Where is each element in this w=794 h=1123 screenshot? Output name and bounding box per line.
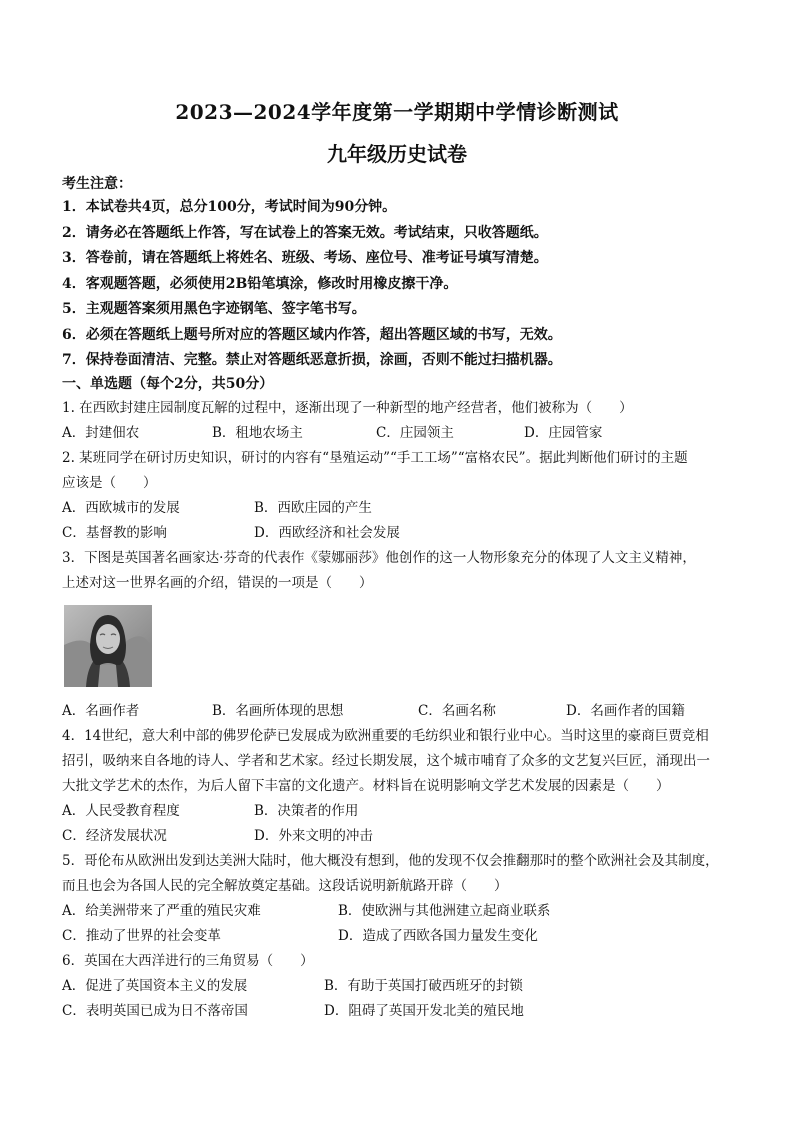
option-row — [62, 496, 752, 521]
notice-list — [62, 195, 752, 374]
option-b: B．西欧庄园的产生 — [254, 500, 372, 516]
option-d: D．西欧经济和社会发展 — [254, 525, 400, 541]
option-a: A．名画作者 — [62, 703, 140, 719]
option-a: A．西欧城市的发展 — [62, 500, 180, 516]
option-a: A．给美洲带来了严重的殖民灾难 — [62, 903, 261, 919]
option-row — [62, 824, 752, 849]
question-text: 招引，吸纳来自各地的诗人、学者和艺术家。经过长期发展，这个城市哺育了众多的文艺复兴巨匠，涌现出一 — [62, 753, 710, 769]
question-text: 而且也会为各国人民的完全解放奠定基础。这段话说明新航路开辟（ ） — [62, 878, 508, 894]
option-c: C．经济发展状况 — [62, 828, 167, 844]
question-text: 6．英国在大西洋进行的三角贸易（ ） — [62, 953, 314, 969]
question-6 — [62, 949, 752, 1024]
question-text: 大批文学艺术的杰作，为后人留下丰富的文化遗产。材料旨在说明影响文学艺术发展的因素是（ ） — [62, 778, 670, 794]
option-row — [62, 974, 752, 999]
question-text: 2. 某班同学在研讨历史知识，研讨的内容有“垦殖运动”“手工工场”“富格农民”。据此判断他们研讨的主题 — [62, 450, 688, 466]
mona-lisa-portrait-icon — [64, 605, 152, 687]
notice-item: 4．客观题答题，必须使用2B铅笔填涂，修改时用橡皮擦干净。 — [62, 275, 458, 292]
notice-heading: 考生注意： — [62, 176, 132, 192]
notice-item: 1．本试卷共4页，总分100分，考试时间为90分钟。 — [62, 199, 397, 215]
option-d: D．阻碍了英国开发北美的殖民地 — [324, 1003, 524, 1019]
option-d: D．庄园管家 — [524, 425, 603, 441]
mona-lisa-image — [64, 605, 152, 687]
question-text: 1. 在西欧封建庄园制度瓦解的过程中，逐渐出现了一种新型的地产经营者，他们被称为（ ） — [62, 400, 633, 416]
question-text: 应该是（ ） — [62, 475, 157, 491]
option-a: A．促进了英国资本主义的发展 — [62, 978, 248, 994]
option-d: D．外来文明的冲击 — [254, 828, 373, 844]
option-row — [62, 421, 752, 446]
question-text: 4．14世纪，意大利中部的佛罗伦萨已发展成为欧洲重要的毛纺织业和银行业中心。当时这里的豪商巨贾竞相 — [62, 728, 709, 744]
option-row — [62, 924, 752, 949]
question-3 — [62, 546, 752, 596]
option-a: A．人民受教育程度 — [62, 803, 180, 819]
option-c: C．名画名称 — [418, 703, 496, 719]
option-row — [62, 699, 752, 724]
option-row — [62, 899, 752, 924]
notice-item: 7．保持卷面清洁、完整。禁止对答题纸恶意折损，涂画，否则不能过扫描机器。 — [62, 352, 562, 368]
question-text: 上述对这一世界名画的介绍，错误的一项是（ ） — [62, 575, 373, 591]
notice-item: 3．答卷前，请在答题纸上将姓名、班级、考场、座位号、准考证号填写清楚。 — [62, 250, 548, 266]
option-c: C．推动了世界的社会变革 — [62, 928, 221, 944]
question-5 — [62, 849, 752, 949]
question-3-options — [62, 699, 752, 724]
option-b: B．名画所体现的思想 — [212, 703, 344, 719]
option-c: C．表明英国已成为日不落帝国 — [62, 1003, 248, 1019]
question-2 — [62, 446, 752, 546]
notice-item: 2．请务必在答题纸上作答，写在试卷上的答案无效。考试结束，只收答题纸。 — [62, 224, 548, 241]
option-row — [62, 799, 752, 824]
question-4 — [62, 724, 752, 849]
section-heading: 一、单选题（每个2分，共50分） — [62, 376, 274, 392]
option-row — [62, 521, 752, 546]
option-b: B．租地农场主 — [212, 425, 303, 441]
option-d: D．造成了西欧各国力量发生变化 — [338, 928, 538, 944]
notice-item: 6．必须在答题纸上题号所对应的答题区域内作答，超出答题区域的书写，无效。 — [62, 326, 562, 343]
option-d: D．名画作者的国籍 — [566, 703, 685, 719]
option-b: B．有助于英国打破西班牙的封锁 — [324, 978, 523, 994]
option-c: C．庄园领主 — [376, 425, 454, 441]
notice-item: 5．主观题答案须用黑色字迹钢笔、签字笔书写。 — [62, 301, 366, 317]
option-row — [62, 999, 752, 1024]
option-b: B．使欧洲与其他洲建立起商业联系 — [338, 903, 551, 919]
option-a: A．封建佃农 — [62, 425, 140, 441]
exam-title: 2023—2024学年度第一学期期中学情诊断测试 — [175, 100, 619, 124]
question-text: 5．哥伦布从欧洲出发到达美洲大陆时，他大概没有想到，他的发现不仅会推翻那时的整个欧洲社会及其制度， — [62, 853, 719, 869]
question-text: 3．下图是英国著名画家达·芬奇的代表作《蒙娜丽莎》他创作的这一人物形象充分的体现了人文主义精神， — [62, 550, 696, 566]
question-1 — [62, 396, 752, 446]
option-b: B．决策者的作用 — [254, 803, 359, 819]
option-c: C．基督教的影响 — [62, 525, 167, 541]
exam-subtitle: 九年级历史试卷 — [327, 142, 467, 166]
